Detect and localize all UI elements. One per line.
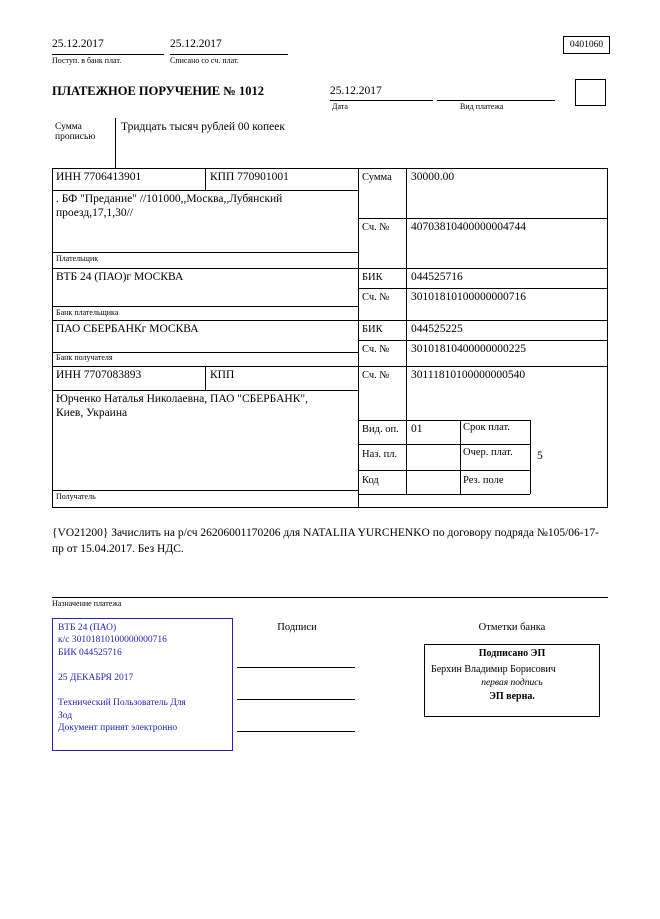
date-label: Дата (332, 102, 348, 111)
date-underline (330, 100, 433, 101)
debited-label: Списано со сч. плат. (170, 56, 239, 65)
payee-bank-bik-label: БИК (362, 324, 383, 335)
form-code-box (563, 36, 610, 54)
payer-caption: Плательщик (56, 254, 99, 263)
received-in-bank-label: Поступ. в банк плат. (52, 56, 122, 65)
payer-bank-caption: Банк плательщика (56, 308, 119, 317)
signature-line (237, 667, 355, 668)
stamp-date: 25 ДЕКАБРЯ 2017 (58, 673, 134, 684)
stamp-bank-name: ВТБ 24 (ПАО) (58, 623, 117, 633)
row-line (52, 490, 358, 491)
payee-bank-caption: Банк получателя (56, 353, 113, 362)
details-divider-left (460, 420, 461, 494)
row-line (358, 218, 608, 219)
row-line (358, 444, 530, 445)
stamp-corr-account: к/с 30101810100000000716 (58, 635, 167, 646)
row-line (52, 366, 608, 367)
row-line (358, 420, 530, 421)
payee-bank-bik: 044525225 (411, 323, 463, 335)
vid-op-label: Вид. оп. (362, 424, 399, 435)
row-line (52, 190, 358, 191)
amount-words-value: Тридцать тысяч рублей 00 копеек (121, 121, 285, 133)
payment-kind-underline (437, 100, 555, 101)
bank-marks-header: Отметки банка (478, 622, 546, 633)
row-line (358, 340, 608, 341)
payee-account: 30111810100000000540 (411, 369, 526, 381)
payer-bank-bik: 044525716 (411, 271, 463, 283)
details-divider-right (530, 420, 531, 494)
row-line (52, 320, 608, 321)
row-line (52, 268, 608, 269)
row-line (358, 470, 530, 471)
payer-kpp: КПП 770901001 (210, 171, 289, 183)
payee-bank-account: 30101810400000000225 (411, 343, 526, 355)
payer-bank-name: ВТБ 24 (ПАО)г МОСКВА (56, 271, 184, 283)
payment-purpose-text: {VO21200} Зачислить на р/сч 26206001170206 для NATALIIA YURCHENKO по договору подряда №105/06-17-пр от 15.04.2017. Без НДС. (52, 527, 599, 555)
row-line (358, 288, 608, 289)
payment-purpose-caption: Назначение платежа (52, 599, 122, 608)
payee-account-label: Сч. № (362, 370, 390, 381)
purpose-underline (52, 597, 608, 598)
received-date-underline (52, 54, 164, 55)
bank-stamp-box (52, 618, 233, 751)
row-line (358, 494, 530, 495)
main-vertical-divider (358, 168, 359, 508)
rez-pole-label: Рез. поле (463, 475, 504, 486)
kod-label: Код (362, 475, 379, 486)
signature-line (237, 731, 355, 732)
payee-name: Юрченко Наталья Николаевна, ПАО "СБЕРБАНК", Киев, Украина (56, 393, 308, 419)
amount-words-label: Сумма прописью (55, 122, 96, 142)
payee-kpp: КПП (210, 369, 235, 381)
payer-bank-bik-label: БИК (362, 272, 383, 283)
row-line (52, 390, 358, 391)
form-code: 0401060 (569, 40, 604, 50)
document-date: 25.12.2017 (330, 85, 382, 97)
debited-date-underline (170, 54, 288, 55)
payer-bank-account-label: Сч. № (362, 292, 390, 303)
payee-inn: ИНН 7707083893 (56, 369, 142, 381)
label-value-divider (406, 168, 407, 494)
payee-bank-name: ПАО СБЕРБАНКг МОСКВА (56, 323, 199, 335)
signature-mark-validity: ЭП верна. (489, 690, 535, 702)
signature-mark-signer: Берхин Владимир Борисович (431, 663, 556, 675)
payer-inn: ИНН 7706413901 (56, 171, 142, 183)
payer-account-value: 40703810400000004744 (411, 221, 526, 233)
vid-op-value: 01 (411, 423, 423, 435)
stamp-status: Документ принят электронно (58, 723, 178, 734)
stamp-user: Технический Пользователь Для Зод (58, 698, 186, 721)
payee-bank-account-label: Сч. № (362, 344, 390, 355)
signature-mark-role: первая подпись (481, 678, 543, 688)
stamp-bik: БИК 044525716 (58, 647, 122, 658)
ocher-plat-value: 5 (537, 450, 543, 462)
payment-kind-box (575, 79, 606, 106)
signature-mark-box (424, 644, 600, 717)
payee-caption: Получатель (56, 492, 96, 501)
signature-line (237, 699, 355, 700)
signatures-header: Подписи (277, 622, 317, 633)
amount-value: 30000.00 (411, 171, 455, 183)
row-line (52, 306, 358, 307)
ocher-plat-label: Очер. плат. (463, 447, 513, 458)
srok-plat-label: Срок плат. (463, 422, 510, 433)
payer-bank-account: 30101810100000000716 (411, 291, 526, 303)
naz-pl-label: Наз. пл. (362, 449, 398, 460)
inn-kpp-divider-payee (205, 366, 206, 390)
amount-words-label-cell (52, 118, 116, 168)
received-in-bank-date: 25.12.2017 (52, 38, 104, 50)
inn-kpp-divider (205, 168, 206, 190)
payer-account-label: Сч. № (362, 222, 390, 233)
payment-kind-label: Вид платежа (460, 102, 504, 111)
payer-name: . БФ "Предание" //101000,,Москва,,Лубянский проезд,17,1,30// (56, 193, 283, 219)
amount-label: Сумма (362, 172, 392, 183)
row-line (52, 252, 358, 253)
debited-date: 25.12.2017 (170, 38, 222, 50)
document-title: ПЛАТЕЖНОЕ ПОРУЧЕНИЕ № 1012 (52, 84, 264, 98)
signature-mark-title: Подписано ЭП (478, 648, 546, 659)
